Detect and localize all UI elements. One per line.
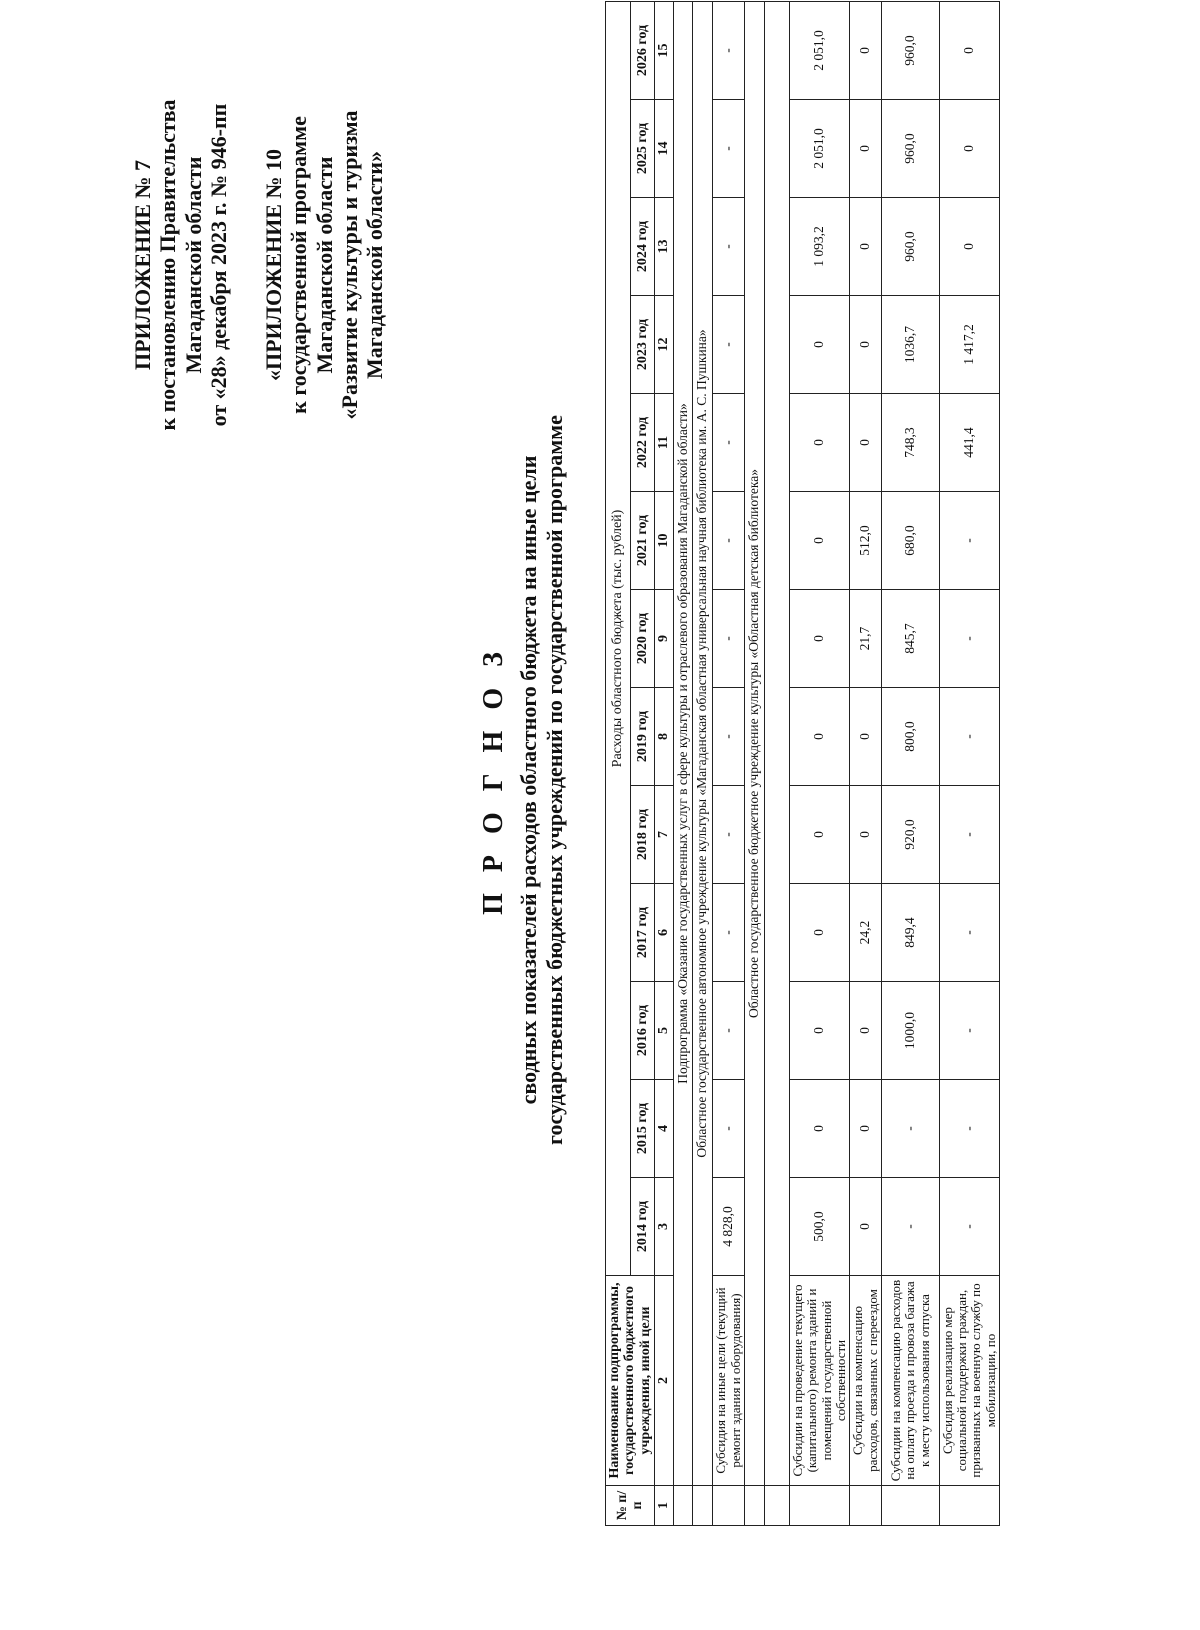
cell-value: - — [939, 1178, 999, 1276]
row-name: Субсидии на компенсацию расходов, связанных с переездом — [850, 1276, 882, 1486]
cell-value: - — [713, 884, 745, 982]
cell-value: 920,0 — [881, 786, 939, 884]
col-header-no: № п/п — [606, 1486, 655, 1526]
year-header: 2016 год — [630, 982, 655, 1080]
table-row — [939, 1, 999, 1525]
col-number: 3 — [655, 1178, 673, 1276]
col-number: 4 — [655, 1080, 673, 1178]
institution-title: Областное государственное автономное учреждение культуры «Магаданская областная универсальная научная библиотека им. А. С. Пушкина» — [693, 1, 713, 1485]
year-header: 2014 год — [630, 1178, 655, 1276]
table-row — [850, 1, 882, 1525]
row-name: Субсидия на иные цели (текущий ремонт здания и оборудования) — [713, 1276, 745, 1486]
cell-value: 680,0 — [881, 492, 939, 590]
cell-value: 0 — [850, 688, 882, 786]
year-header: 2024 год — [630, 198, 655, 296]
col-number: 15 — [655, 1, 673, 99]
cell-value: 0 — [790, 688, 850, 786]
program-ref: к государственной программе — [286, 116, 312, 414]
document-header — [130, 30, 388, 500]
year-header: 2026 год — [630, 1, 655, 99]
cell-value: 960,0 — [881, 198, 939, 296]
program-name: «Развитие культуры и туризма — [337, 110, 363, 420]
cell-value: 0 — [850, 100, 882, 198]
col-number: 14 — [655, 100, 673, 198]
cell-value: 21,7 — [850, 590, 882, 688]
cell-value: 0 — [850, 198, 882, 296]
cell-value: - — [713, 982, 745, 1080]
year-header: 2018 год — [630, 786, 655, 884]
cell-value: - — [939, 688, 999, 786]
year-header: 2019 год — [630, 688, 655, 786]
cell-value: 2 051,0 — [790, 1, 850, 99]
col-number: 5 — [655, 982, 673, 1080]
col-number: 2 — [655, 1276, 673, 1486]
cell-value: 441,4 — [939, 394, 999, 492]
cell-value: 0 — [790, 1080, 850, 1178]
col-number: 10 — [655, 492, 673, 590]
col-number: 1 — [655, 1486, 673, 1526]
forecast-table — [605, 1, 1000, 1526]
cell-value: 4 828,0 — [713, 1178, 745, 1276]
cell-value: - — [713, 1, 745, 99]
header-row-group — [606, 1, 631, 1525]
row-name: Субсидии на компенсацию расходов на оплату проезда и провоза багажа к месту использования отпуска — [881, 1276, 939, 1486]
cell-value: - — [713, 492, 745, 590]
cell-value: - — [713, 394, 745, 492]
cell-value: 0 — [850, 1178, 882, 1276]
cell-value: 1 417,2 — [939, 296, 999, 394]
cell-value: - — [713, 590, 745, 688]
cell-value: 845,7 — [881, 590, 939, 688]
cell-value: 0 — [790, 394, 850, 492]
table-row — [713, 1, 745, 1525]
cell-value: 0 — [790, 982, 850, 1080]
cell-value: 0 — [939, 100, 999, 198]
cell-value: - — [939, 1080, 999, 1178]
cell-value: 0 — [790, 296, 850, 394]
cell-value: - — [939, 884, 999, 982]
cell-value: - — [881, 1178, 939, 1276]
row-name: Субсидии на проведение текущего (капитального) ремонта зданий и помещений государственной собственности — [790, 1276, 850, 1486]
year-header: 2023 год — [630, 296, 655, 394]
col-number: 9 — [655, 590, 673, 688]
year-header: 2021 год — [630, 492, 655, 590]
cell-value: 2 051,0 — [790, 100, 850, 198]
cell-value: - — [939, 492, 999, 590]
year-header: 2017 год — [630, 884, 655, 982]
cell-value: - — [939, 786, 999, 884]
cell-value: 0 — [939, 198, 999, 296]
year-header: 2020 год — [630, 590, 655, 688]
document-title — [478, 30, 569, 1530]
cell-value: 1 093,2 — [790, 198, 850, 296]
cell-value: 0 — [850, 982, 882, 1080]
cell-value: - — [713, 786, 745, 884]
cell-value: 0 — [790, 492, 850, 590]
cell-value: 0 — [790, 786, 850, 884]
cell-value: - — [713, 296, 745, 394]
institution-row — [693, 1, 713, 1525]
cell-value: - — [713, 688, 745, 786]
table-row — [790, 1, 850, 1525]
row-name: Субсидия реализацию мер социальной поддержки граждан, призванных на военную службу по мобилизации, по — [939, 1276, 999, 1486]
cell-value: 800,0 — [881, 688, 939, 786]
year-header: 2022 год — [630, 394, 655, 492]
cell-value: 1000,0 — [881, 982, 939, 1080]
cell-value: - — [881, 1080, 939, 1178]
cell-value: - — [713, 1080, 745, 1178]
title-sub-1: сводных показателей расходов областного бюджета на иные цели — [516, 455, 541, 1105]
col-number: 8 — [655, 688, 673, 786]
cell-value: 0 — [850, 1, 882, 99]
title-sub-2: государственных бюджетных учреждений по государственной программе — [542, 415, 568, 1145]
institution-row — [745, 1, 765, 1525]
cell-value: 0 — [850, 786, 882, 884]
col-header-name: Наименование подпрограммы, государственного бюджетного учреждения, иной цели — [606, 1276, 655, 1486]
resolution-date: от «28» декабря 2023 г. № 946-пп — [205, 103, 231, 427]
cell-value: 0 — [939, 1, 999, 99]
blank-row — [765, 1, 790, 1525]
cell-value: 960,0 — [881, 100, 939, 198]
program-region: Магаданской области — [311, 156, 337, 374]
program-name-region: Магаданской области» — [362, 151, 388, 379]
subprogram-title: Подпрограмма «Оказание государственных услуг в сфере культуры и отраслевого образования Магаданской области» — [673, 1, 693, 1485]
cell-value: 0 — [850, 1080, 882, 1178]
cell-value: - — [713, 198, 745, 296]
year-header: 2025 год — [630, 100, 655, 198]
cell-value: 0 — [850, 296, 882, 394]
col-number: 13 — [655, 198, 673, 296]
year-header: 2015 год — [630, 1080, 655, 1178]
cell-value: 0 — [790, 884, 850, 982]
cell-value: 849,4 — [881, 884, 939, 982]
institution-title: Областное государственное бюджетное учреждение культуры «Областная детская библиотека» — [745, 1, 765, 1485]
appendix-program: «ПРИЛОЖЕНИЕ № 10 — [261, 148, 287, 382]
cell-value: 0 — [850, 394, 882, 492]
cell-value: - — [939, 590, 999, 688]
cell-value: 24,2 — [850, 884, 882, 982]
cell-value: 1036,7 — [881, 296, 939, 394]
col-header-expenses: Расходы областного бюджета (тыс. рублей) — [606, 1, 631, 1275]
col-number: 7 — [655, 786, 673, 884]
subprogram-row — [673, 1, 693, 1525]
appendix-number: ПРИЛОЖЕНИЕ № 7 — [130, 159, 155, 371]
cell-value: - — [713, 100, 745, 198]
col-number: 6 — [655, 884, 673, 982]
col-number: 12 — [655, 296, 673, 394]
col-number: 11 — [655, 394, 673, 492]
cell-value: 0 — [790, 590, 850, 688]
resolution-ref: к постановлению Правительства — [155, 99, 181, 431]
cell-value: - — [939, 982, 999, 1080]
cell-value: 512,0 — [850, 492, 882, 590]
region-name: Магаданской области — [180, 156, 206, 374]
cell-value: 960,0 — [881, 1, 939, 99]
column-numbers-row — [655, 1, 673, 1525]
title-main: П Р О Г Н О З — [478, 645, 509, 915]
table-row — [881, 1, 939, 1525]
cell-value: 748,3 — [881, 394, 939, 492]
cell-value: 500,0 — [790, 1178, 850, 1276]
